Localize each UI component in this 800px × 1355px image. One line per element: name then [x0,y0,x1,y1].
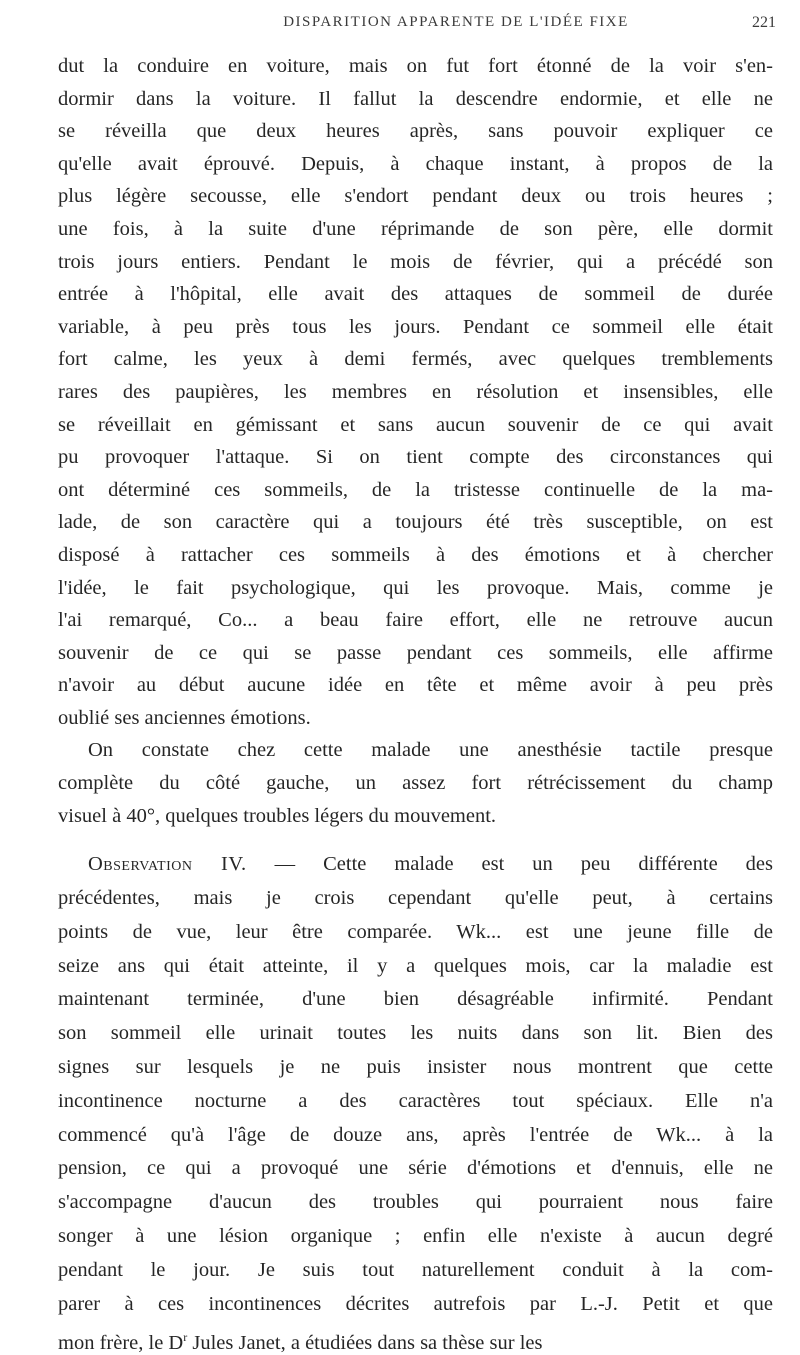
paragraph-1 [58,50,773,734]
text-line: dormir dans la voiture. Il fallut la descendre endormie, et elle ne [58,87,773,110]
text-line: entrée à l'hôpital, elle avait des attaques de sommeil de durée [58,283,773,306]
text-fragment: Jules Janet, a étudiées dans sa thèse sur les [187,1332,543,1355]
text-line: qu'elle avait éprouvé. Depuis, à chaque instant, à propos de la [58,152,773,175]
text-line: variable, à peu près tous les jours. Pendant ce sommeil elle était [58,315,773,338]
text-line: précédentes, mais je crois cependant qu'elle peut, à certains [58,887,773,910]
text-line: se réveilla que deux heures après, sans pouvoir expliquer ce [58,120,773,143]
text-line: disposé à rattacher ces sommeils à des émotions et à chercher [58,543,773,566]
observation-iv [58,848,773,1355]
text-line: rares des paupières, les membres en résolution et insensibles, elle [58,380,773,403]
text-line: plus légère secousse, elle s'endort pendant deux ou trois heures ; [58,185,773,208]
observation-first-line: Cette malade est un peu différente des [323,853,773,876]
text-line: souvenir de ce qui se passe pendant ces sommeils, elle affirme [58,641,773,664]
text-line: son sommeil elle urinait toutes les nuits dans son lit. Bien des [58,1022,773,1045]
text-line [58,848,773,882]
text-line: pension, ce qui a provoqué une série d'émotions et d'ennuis, elle ne [58,1157,773,1180]
body-text [58,50,773,1355]
text-line: On constate chez cette malade une anesthésie tactile presque [88,739,773,762]
text-line: fort calme, les yeux à demi fermés, avec quelques tremblements [58,348,773,371]
text-line: s'accompagne d'aucun des troubles qui pourraient nous faire [58,1191,773,1214]
text-line: pu provoquer l'attaque. Si on tient compte des circonstances qui [58,446,773,469]
text-fragment: mon frère, le D [58,1332,184,1355]
page-number: 221 [752,14,776,31]
paragraph-2 [58,734,773,832]
text-line: maintenant terminée, d'une bien désagréable infirmité. Pendant [58,988,773,1011]
text-line: oublié ses anciennes émotions. [58,706,311,729]
text-line: songer à une lésion organique ; enfin elle n'existe à aucun degré [58,1225,773,1248]
text-line: une fois, à la suite d'une réprimande de son père, elle dormit [58,217,773,240]
text-line: pendant le jour. Je suis tout naturellement conduit à la com- [58,1258,773,1281]
observation-dash: — [246,853,324,876]
text-line: commencé qu'à l'âge de douze ans, après l'entrée de Wk... à la [58,1123,773,1146]
text-line: seize ans qui était atteinte, il y a quelques mois, car la maladie est [58,954,773,977]
text-line: complète du côté gauche, un assez fort rétrécissement du champ [58,772,773,795]
text-line: se réveillait en gémissant et sans aucun souvenir de ce qui avait [58,413,773,436]
text-line: points de vue, leur être comparée. Wk... est une jeune fille de [58,920,773,943]
superscript: r [183,1330,188,1345]
text-line: dut la conduire en voiture, mais on fut fort étonné de la voir s'en- [58,55,773,77]
text-line: trois jours entiers. Pendant le mois de février, qui a précédé son [58,250,773,273]
observation-heading: Observation IV. [88,853,247,876]
text-line: parer à ces incontinences décrites autrefois par L.-J. Petit et que [58,1292,773,1315]
text-line: ont déterminé ces sommeils, de la tristesse continuelle de la ma- [58,478,773,501]
text-line: n'avoir au début aucune idée en tête et même avoir à peu près [58,674,773,697]
text-line: lade, de son caractère qui a toujours été très susceptible, on est [58,511,773,534]
text-line: incontinence nocturne a des caractères tout spéciaux. Elle n'a [58,1089,773,1112]
section-gap [58,832,773,848]
text-line: visuel à 40°, quelques troubles légers du mouvement. [58,804,497,827]
text-line: l'ai remarqué, Co... a beau faire effort, elle ne retrouve aucun [58,609,773,632]
observation-lines [58,882,773,1321]
text-line: l'idée, le fait psychologique, qui les provoque. Mais, comme je [58,576,773,599]
text-line [58,1321,773,1355]
text-line: signes sur lesquels je ne puis insister nous montrent que cette [58,1056,773,1079]
running-head: DISPARITION APPARENTE DE L'IDÉE FIXE [283,14,629,30]
